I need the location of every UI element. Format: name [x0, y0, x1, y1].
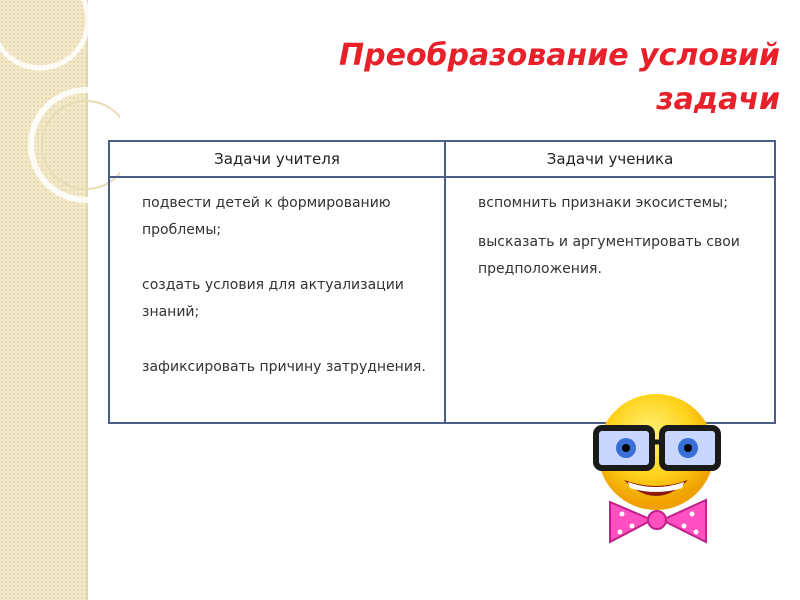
slide-title: Преобразование условий задачи	[339, 38, 780, 117]
teacher-item-3: зафиксировать причину затруднения.	[142, 359, 426, 375]
header-student: Задачи ученика	[546, 150, 674, 168]
student-column	[446, 190, 768, 311]
list-item	[446, 229, 768, 283]
list-item	[110, 190, 440, 244]
student-item-2: высказать и аргументировать свои предположения.	[478, 234, 740, 277]
student-item-1: вспомнить признаки экосистемы;	[478, 195, 728, 211]
list-item	[110, 354, 440, 381]
header-teacher: Задачи учителя	[214, 150, 340, 168]
teacher-item-2: создать условия для актуализации знаний;	[142, 277, 404, 320]
smiley-with-glasses-icon	[588, 392, 728, 552]
teacher-item-1: подвести детей к формированию проблемы;	[142, 195, 391, 238]
teacher-column	[110, 190, 440, 409]
list-item	[446, 190, 768, 217]
table-header	[110, 142, 774, 178]
rings-icon	[0, 0, 120, 220]
tasks-table	[108, 140, 776, 424]
list-item	[110, 272, 440, 326]
